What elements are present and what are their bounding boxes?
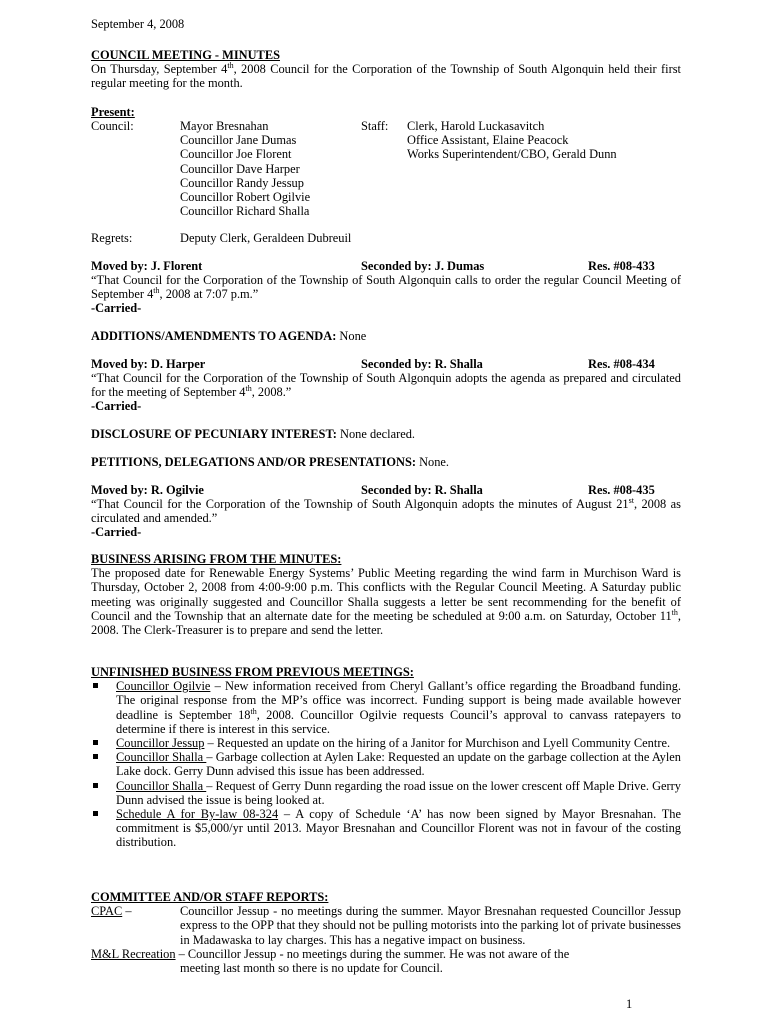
document-date: September 4, 2008 [91,17,185,31]
regrets-row [91,231,681,245]
unfinished-business-section [91,665,681,850]
committee-reports-section [91,890,681,975]
report-ml-recreation [91,947,681,975]
council-member: Councillor Richard Shalla [180,204,310,219]
council-member: Councillor Dave Harper [180,161,300,176]
staff-label: Staff: [361,119,389,133]
council-member: Councillor Jane Dumas [180,133,297,148]
bullet-icon [93,740,98,745]
seconded-by: Seconded by: R. Shalla [361,483,483,497]
report-cpac [91,904,681,947]
bullet-icon [93,783,98,788]
seconded-by: Seconded by: R. Shalla [361,357,483,371]
list-item: Councillor Jessup – Requested an update on the hiring of a Janitor for Murchison and Lyell Community Centre. [91,736,681,750]
list-item: Schedule A for By-law 08-324 – A copy of Schedule ‘A’ has now been signed by Mayor Bresnahan. The commitment is $5,000/yr until 2013. Mayor Bresnahan and Councillor Florent was not in favour of the costing distribution. [91,807,681,850]
moved-by: Moved by: J. Florent [91,259,203,273]
bullet-icon [93,683,98,688]
section-heading: COMMITTEE AND/OR STAFF REPORTS: [91,890,329,904]
report-first-line: M&L Recreation – Councillor Jessup - no meetings during the summer. He was not aware of the [91,946,570,961]
section-heading: UNFINISHED BUSINESS FROM PREVIOUS MEETINGS: [91,665,414,679]
section-heading: BUSINESS ARISING FROM THE MINUTES: [91,552,342,566]
resolution-number: Res. #08-433 [588,259,655,273]
council-member: Councillor Robert Ogilvie [180,189,311,204]
resolution-number: Res. #08-434 [588,357,655,371]
report-label: CPAC – [91,904,132,919]
intro-paragraph: On Thursday, September 4th, 2008 Council for the Corporation of the Township of South Algonquin held their first regular meeting for the month. [91,61,681,91]
staff-member: Office Assistant, Elaine Peacock [407,133,569,148]
unfinished-list [91,679,681,849]
present-heading: Present: [91,105,135,119]
staff-member: Works Superintendent/CBO, Gerald Dunn [407,147,617,162]
moved-by: Moved by: R. Ogilvie [91,483,204,497]
moved-by: Moved by: D. Harper [91,357,206,371]
council-member: Mayor Bresnahan [180,119,269,133]
page-number: 1 [626,997,633,1011]
regrets-value: Deputy Clerk, Geraldeen Dubreuil [180,231,352,245]
regrets-label: Regrets: [91,231,133,245]
carried-label: -Carried- [91,301,142,316]
minutes-page [91,0,681,976]
council-member: Councillor Joe Florent [180,147,292,162]
motion-433 [91,259,681,316]
report-text: meeting last month so there is no update for Council. [180,961,443,976]
resolution-number: Res. #08-435 [588,483,655,497]
motion-434 [91,357,681,414]
bullet-icon [93,811,98,816]
staff-member: Clerk, Harold Luckasavitch [407,119,545,133]
motion-text: “That Council for the Corporation of the Township of South Algonquin adopts the agenda as prepared and circulated for the meeting of September 4th, 2008.” [91,371,681,400]
bullet-icon [93,754,98,759]
seconded-by: Seconded by: J. Dumas [361,259,485,273]
list-item: Councillor Shalla – Request of Gerry Dunn regarding the road issue on the lower crescent off Maple Drive. Gerry Dunn advised the issue is being looked at. [91,779,681,807]
document-title: COUNCIL MEETING - MINUTES [91,48,280,62]
attendance-table [91,119,681,218]
council-member: Councillor Randy Jessup [180,175,304,190]
business-arising-section [91,552,681,637]
motion-text: “That Council for the Corporation of the Township of South Algonquin calls to order the regular Council Meeting of September 4th, 2008 at 7:07 p.m.” [91,273,681,302]
section-body: The proposed date for Renewable Energy Systems’ Public Meeting regarding the wind farm in Murchison Ward is Thursday, October 2, 2008 from 4:00-9:00 p.m. This conflicts with the Regular Council Meeting. A Saturday public meeting was originally suggested and Councillor Shalla suggests a letter be sent recommending for the benefit of Council and the Township that an alternate date for the meeting be scheduled at 9:00 a.m. on Saturday, October 11th, 2008. The Clerk-Treasurer is to prepare and send the letter. [91,566,681,638]
motion-text: “That Council for the Corporation of the Township of South Algonquin adopts the minutes of August 21st, 2008 as circulated and amended.” [91,496,681,526]
disclosure-section: DISCLOSURE OF PECUNIARY INTEREST: None declared. [91,427,416,441]
list-item: Councillor Ogilvie – New information received from Cheryl Gallant’s office regarding the Broadband funding. The original response from the MP’s office was incorrect. Funding support is being made available however deadline is September 18th, 2008. Councillor Ogilvie requests Council’s approval to canvass ratepayers to determine if there is interest in this service. [91,679,681,736]
additions-section: ADDITIONS/AMENDMENTS TO AGENDA: None [91,329,367,343]
carried-label: -Carried- [91,525,142,540]
list-item: Councillor Shalla – Garbage collection at Aylen Lake: Requested an update on the garbage collection at the Aylen Lake dock. Gerry Dunn advised this issue has been addressed. [91,750,681,778]
petitions-section: PETITIONS, DELEGATIONS AND/OR PRESENTATIONS: None. [91,455,450,469]
motion-435 [91,483,681,540]
council-label: Council: [91,119,134,133]
report-text: Councillor Jessup - no meetings during the summer. Mayor Bresnahan requested Councillor Jessup express to the OPP that they should not be pulling motorists into the parking lot of private businesses in Madawaska to lay charges. This has a negative impact on business. [180,904,681,947]
carried-label: -Carried- [91,399,142,414]
